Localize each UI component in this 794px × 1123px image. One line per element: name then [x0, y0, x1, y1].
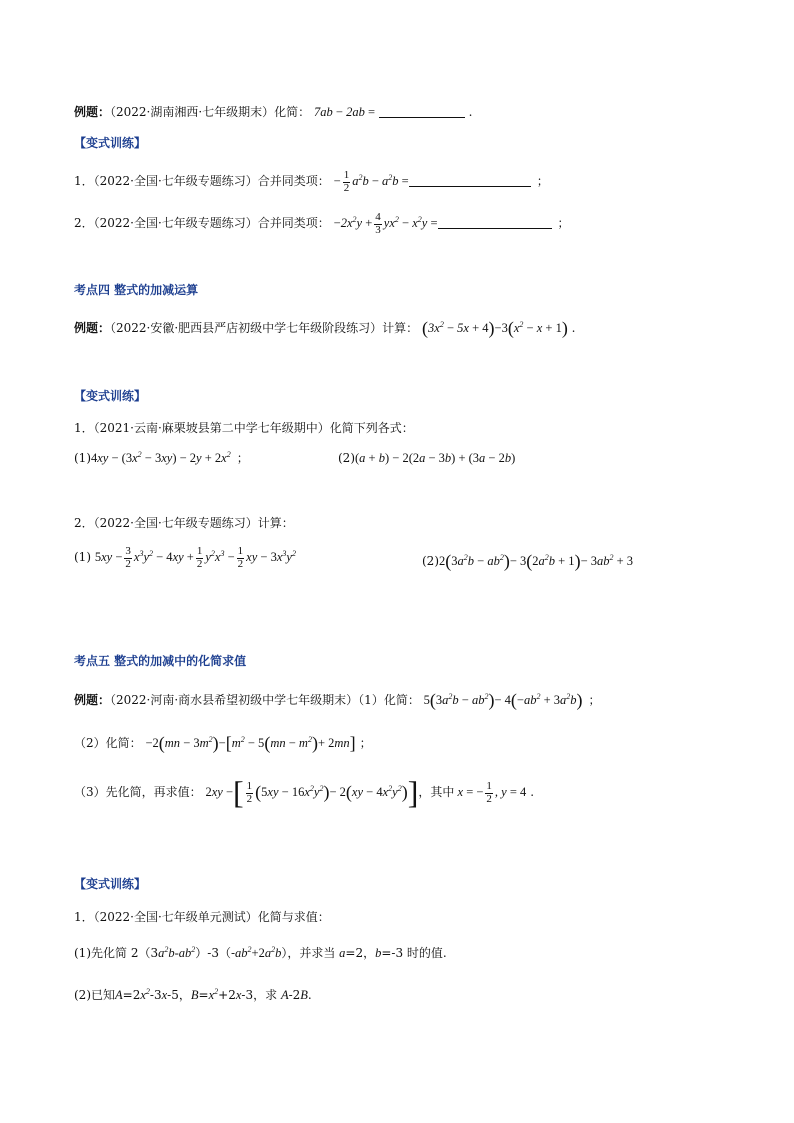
- example-5-part-3: （3）先化简，再求值： 2xy −[ $\frac{1}{2}$ $(5xy - 16x^2y^2)- 2(xy - 4x^2y^2)$]，其中 x = − $\frac{1}{2}$ , y = 4 .: [74, 774, 535, 810]
- section-5-heading: 考点五 整式的加减中的化简求值: [74, 654, 247, 668]
- example-1: 例题：（2022·湖南湘西·七年级期末）化简： 7ab − 2ab = .: [74, 105, 473, 119]
- question-1-part-1: (1)先化简 $2(3a^2b-ab^2)-3(-ab^2+2a^2b)$，并求当 a=2，b=-3 时的值.: [74, 945, 447, 960]
- question-1-part-2: (2)(a + b) − 2(2a − 3b) + (3a − 2b): [338, 451, 516, 465]
- example-source: （2022·湖南湘西·七年级期末）化简：: [110, 105, 311, 119]
- variant-training-heading: 【变式训练】: [74, 877, 147, 891]
- math-expression: $(3x^2 - 5x + 4)-3(x^2 - x + 1)$: [422, 318, 568, 338]
- example-label: 例题：: [74, 693, 111, 707]
- question-prefix: 2．（2022·全国·七年级专题练习）合并同类项：: [74, 215, 330, 230]
- answer-blank[interactable]: [379, 105, 465, 118]
- example-4: 例题：（2022·安徽·肥西县严店初级中学七年级阶段练习）计算： $(3x^2 - 5x + 4)-3(x^2 - x + 1)$ .: [74, 318, 576, 338]
- question-1: 1．（2022·全国·七年级专题练习）合并同类项： − $\frac{1}{2}$ $a^2b - a^2b$ = ；: [74, 169, 549, 194]
- question-1-prefix: 1．（2021·云南·麻栗坡县第二中学七年级期中）化简下列各式：: [74, 421, 414, 435]
- example-label: 例题：: [74, 105, 111, 119]
- example-5-part-2: （2）化简： $-2(mn - 3m^2)-[m^2 - 5(mn - m^2)+ 2mn]$ ；: [74, 733, 372, 753]
- math-expression: (a + b) − 2(2a − 3b) + (3a − 2b): [355, 451, 516, 465]
- example-source: （2022·安徽·肥西县严店初级中学七年级阶段练习）计算：: [110, 321, 419, 335]
- question-2-part-1: (1) 5xy − $\frac{3}{2}$ $x^3y^2 - 4xy$ + $\frac{1}{2}$ $y^2x^3$ − $\frac{1}{2}$ xy − $3x^3y^2$: [74, 545, 296, 570]
- answer-blank[interactable]: [409, 174, 531, 187]
- math-expression: $2(3a^2b - ab^2)- 3(2a^2b + 1)- 3ab^2 + 3$: [439, 551, 634, 571]
- math-expression: − $\frac{1}{2}$ $a^2b - a^2b$ =: [333, 169, 409, 194]
- math-expression: 2xy −[ $\frac{1}{2}$ $(5xy - 16x^2y^2)- 2(xy - 4x^2y^2)$]: [205, 774, 419, 810]
- question-1-prefix: 1．（2022·全国·七年级单元测试）化简与求值：: [74, 910, 330, 924]
- question-2-prefix: 2．（2022·全国·七年级专题练习）计算：: [74, 516, 294, 530]
- question-2-part-2: $(2)2(3a^2b - ab^2)- 3(2a^2b + 1)- 3ab^2 + 3$: [422, 551, 634, 571]
- variant-training-heading: 【变式训练】: [74, 136, 147, 150]
- example-5-part-1: 例题：（2022·河南·商水县希望初级中学七年级期末）（1）化简： $5(3a^2b - ab^2)- 4(-ab^2 + 3a^2b)$ ；: [74, 690, 601, 710]
- question-1-part-1: $(1)4xy - (3x^2 - 3xy) - 2y + 2x^2$ ；: [74, 450, 249, 465]
- math-expression: 7ab − 2ab =: [314, 105, 376, 119]
- variant-training-heading: 【变式训练】: [74, 389, 147, 403]
- question-prefix: 1．（2022·全国·七年级专题练习）合并同类项：: [74, 173, 330, 188]
- math-expression: 5xy − $\frac{3}{2}$ $x^3y^2 - 4xy$ + $\frac{1}{2}$ $y^2x^3$ − $\frac{1}{2}$ xy − $3x^3y^2$: [94, 545, 296, 570]
- example-source: （2022·河南·商水县希望初级中学七年级期末）（1）化简：: [110, 693, 420, 707]
- example-label: 例题：: [74, 321, 111, 335]
- question-1-part-2: (2)已知$A=2x^2-3x-5$，$B=x^2+2x-3$，求 A-2B.: [74, 987, 312, 1002]
- math-expression: $4xy - (3x^2 - 3xy) - 2y + 2x^2$: [91, 450, 231, 465]
- section-4-heading: 考点四 整式的加减运算: [74, 283, 199, 297]
- answer-blank[interactable]: [438, 216, 552, 229]
- question-2: 2．（2022·全国·七年级专题练习）合并同类项： $-2x^2y$ + $\frac{4}{3}$ $yx^2 - x^2y$ = ；: [74, 211, 570, 236]
- math-expression: $5(3a^2b - ab^2)- 4(-ab^2 + 3a^2b)$: [423, 690, 583, 710]
- math-expression: $-2(mn - 3m^2)-[m^2 - 5(mn - m^2)+ 2mn]$: [145, 733, 356, 753]
- math-expression: $-2x^2y$ + $\frac{4}{3}$ $yx^2 - x^2y$ =: [333, 211, 438, 236]
